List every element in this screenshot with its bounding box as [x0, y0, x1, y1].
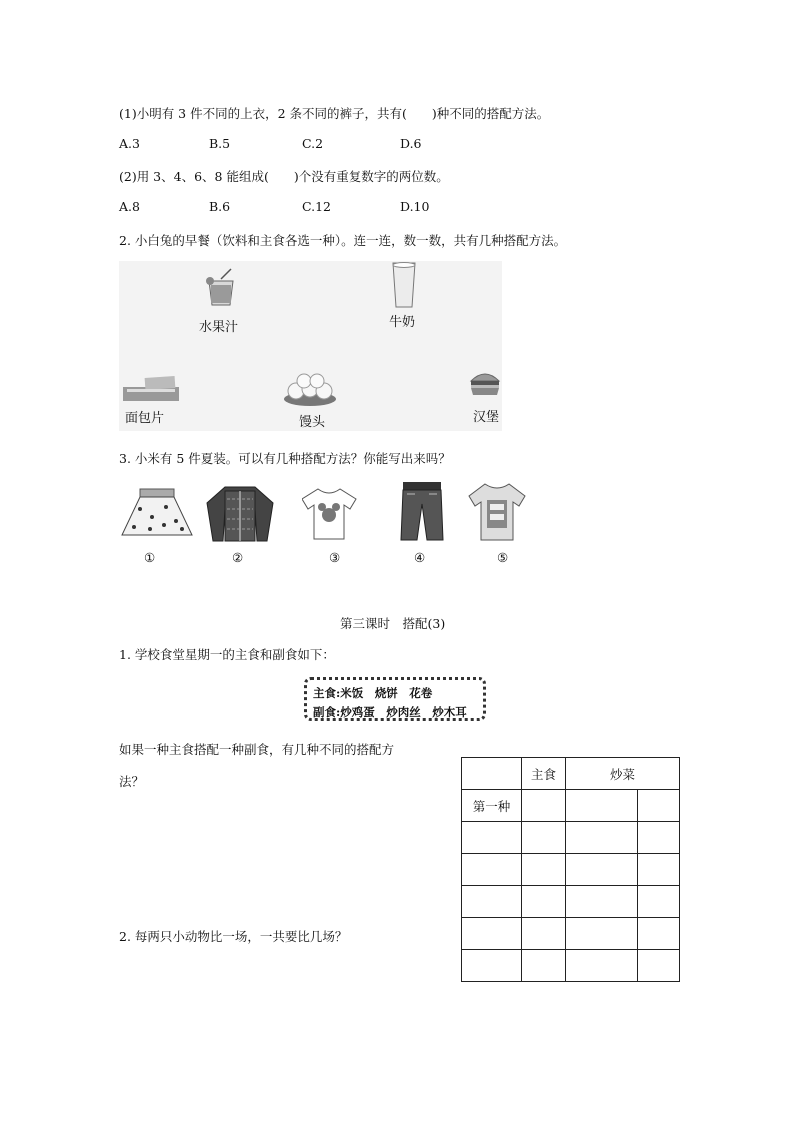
menu-main-food: 主食:米饭 烧饼 花卷	[313, 686, 433, 700]
table-cell[interactable]	[566, 918, 638, 950]
option-c[interactable]: C.12	[302, 199, 331, 214]
tshirt-white-icon[interactable]	[302, 487, 357, 542]
option-a[interactable]: A.8	[119, 199, 140, 214]
tshirt-love-icon[interactable]	[467, 482, 527, 544]
table-header-dish: 炒菜	[566, 758, 680, 790]
bread-label: 面包片	[125, 411, 165, 426]
question-1-1: (1)小明有 3 件不同的上衣，2 条不同的裤子，共有( )种不同的搭配方法。	[119, 106, 550, 121]
lesson-question-1: 1. 学校食堂星期一的主食和副食如下：	[119, 647, 335, 662]
breakfast-figure	[119, 261, 502, 431]
table-cell[interactable]	[638, 950, 680, 982]
table-row-label: 第一种	[462, 790, 522, 822]
table-cell[interactable]	[522, 822, 566, 854]
item-number-5: ⑤	[497, 550, 509, 565]
table-header-blank	[462, 758, 522, 790]
lesson-question-2: 2. 每两只小动物比一场，一共要比几场？	[119, 929, 348, 944]
table-cell[interactable]	[638, 790, 680, 822]
steamed-bun-icon[interactable]	[282, 371, 338, 407]
option-b[interactable]: B.5	[209, 136, 231, 151]
item-number-1: ①	[144, 550, 156, 565]
option-b[interactable]: B.6	[209, 199, 231, 214]
problem-2-text: 2. 小白兔的早餐（饮料和主食各选一种）。连一连，数一数，共有几种搭配方法。	[119, 233, 567, 248]
option-d[interactable]: D.6	[400, 136, 422, 151]
table-cell[interactable]	[462, 822, 522, 854]
burger-label: 汉堡	[473, 410, 500, 425]
table-cell[interactable]	[522, 854, 566, 886]
combination-table	[461, 757, 680, 982]
juice-label: 水果汁	[199, 320, 239, 335]
juice-icon[interactable]	[203, 267, 243, 309]
skirt-icon[interactable]	[120, 487, 195, 542]
table-cell[interactable]	[462, 854, 522, 886]
table-cell[interactable]	[566, 854, 638, 886]
problem-3-text: 3. 小米有 5 件夏装。可以有几种搭配方法？你能写出来吗？	[119, 451, 451, 466]
table-cell[interactable]	[638, 854, 680, 886]
milk-label: 牛奶	[389, 315, 416, 330]
sweater-icon[interactable]	[205, 485, 275, 545]
table-cell[interactable]	[462, 918, 522, 950]
table-cell[interactable]	[522, 886, 566, 918]
burger-icon[interactable]	[469, 367, 501, 399]
item-number-4: ④	[414, 550, 426, 565]
table-row	[462, 854, 680, 886]
table-cell[interactable]	[566, 790, 638, 822]
table-row	[462, 886, 680, 918]
table-cell[interactable]	[566, 822, 638, 854]
question-1-2: (2)用 3、4、6、8 能组成( )个没有重复数字的两位数。	[119, 169, 449, 184]
table-cell[interactable]	[566, 886, 638, 918]
table-cell[interactable]	[462, 950, 522, 982]
table-cell[interactable]	[522, 950, 566, 982]
lesson-question-1-ask-line2: 法？	[119, 774, 145, 789]
option-d[interactable]: D.10	[400, 199, 430, 214]
table-cell[interactable]	[522, 790, 566, 822]
table-cell[interactable]	[638, 886, 680, 918]
table-cell[interactable]	[638, 918, 680, 950]
table-cell[interactable]	[566, 950, 638, 982]
pants-icon[interactable]	[397, 480, 447, 545]
menu-side-dish: 副食:炒鸡蛋 炒肉丝 炒木耳	[313, 705, 467, 719]
table-cell[interactable]	[522, 918, 566, 950]
item-number-3: ③	[329, 550, 341, 565]
table-row	[462, 918, 680, 950]
lesson-title: 第三课时 搭配(3)	[340, 616, 446, 631]
item-number-2: ②	[232, 550, 244, 565]
option-c[interactable]: C.2	[302, 136, 324, 151]
lesson-question-1-ask: 如果一种主食搭配一种副食，有几种不同的搭配方	[119, 742, 395, 757]
table-row	[462, 822, 680, 854]
table-cell[interactable]	[638, 822, 680, 854]
menu-box	[304, 677, 486, 721]
bun-label: 馒头	[299, 415, 326, 430]
table-cell[interactable]	[462, 886, 522, 918]
table-header-main: 主食	[522, 758, 566, 790]
table-row	[462, 790, 680, 822]
bread-icon[interactable]	[121, 373, 181, 405]
table-row	[462, 950, 680, 982]
option-a[interactable]: A.3	[119, 136, 140, 151]
milk-icon[interactable]	[389, 261, 419, 311]
